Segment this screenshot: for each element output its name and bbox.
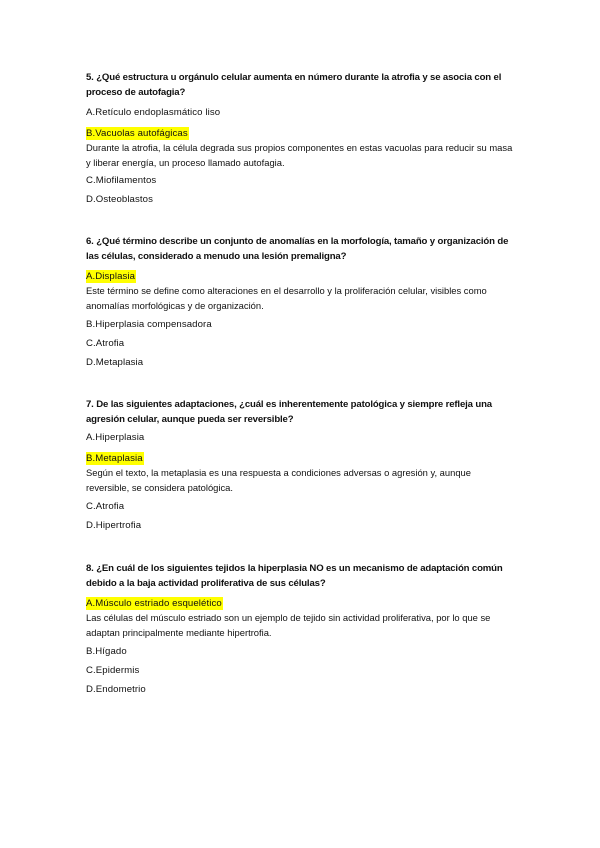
option-a: A.Retículo endoplasmático liso <box>86 107 221 118</box>
option-c: C.Atrofia <box>86 501 125 512</box>
option-a-correct <box>86 271 516 283</box>
option-d: D.Metaplasia <box>86 357 144 368</box>
answer-explanation: Durante la atrofia, la célula degrada sus propios componentes en estas vacuolas para reducir su masa y liberar energía, un proceso llamado autofagia. <box>86 142 513 168</box>
option-d: D.Osteoblastos <box>86 194 153 205</box>
question-title: 7. De las siguientes adaptaciones, ¿cuál es inherentemente patológica y siempre refleja una agresión celular, aunque pueda ser reversible? <box>86 399 492 425</box>
option-d: D.Hipertrofia <box>86 520 142 531</box>
option-b: B.Hígado <box>86 646 127 657</box>
option-c: C.Epidermis <box>86 665 140 676</box>
option-c: C.Atrofia <box>86 338 125 349</box>
answer-explanation: Este término se define como alteraciones en el desarrollo y la proliferación celular, visibles como anomalías morfológicas y de organización. <box>86 285 487 311</box>
question-6 <box>86 234 516 369</box>
option-d: D.Endometrio <box>86 684 146 695</box>
option-b-correct <box>86 453 516 465</box>
question-5 <box>86 70 516 206</box>
question-title: 8. ¿En cuál de los siguientes tejidos la hiperplasia NO es un mecanismo de adaptación común debido a la baja actividad proliferativa de sus células? <box>86 563 503 589</box>
option-c: C.Miofilamentos <box>86 175 157 186</box>
highlighted-answer: B.Vacuolas autofágicas <box>86 128 188 139</box>
question-8 <box>86 561 516 696</box>
highlighted-answer: A.Displasia <box>86 271 136 282</box>
highlighted-answer: A.Músculo estriado esquelético <box>86 598 222 609</box>
question-7 <box>86 397 516 532</box>
question-title: 5. ¿Qué estructura u orgánulo celular aumenta en número durante la atrofia y se asocia con el proceso de autofagia? <box>86 72 502 98</box>
option-b-correct <box>86 128 516 140</box>
answer-explanation: Según el texto, la metaplasia es una respuesta a condiciones adversas o agresión y, aunque reversible, se considera patológica. <box>86 467 471 493</box>
option-a-correct <box>86 598 516 610</box>
option-b: B.Hiperplasia compensadora <box>86 319 212 330</box>
question-title: 6. ¿Qué término describe un conjunto de anomalías en la morfología, tamaño y organización de las células, considerado a menudo una lesión premaligna? <box>86 236 509 262</box>
answer-explanation: Las células del músculo estriado son un ejemplo de tejido sin actividad proliferativa, por lo que se adaptan principalmente mediante hipertrofia. <box>86 612 491 638</box>
highlighted-answer: B.Metaplasia <box>86 453 143 464</box>
option-a: A.Hiperplasia <box>86 432 145 443</box>
